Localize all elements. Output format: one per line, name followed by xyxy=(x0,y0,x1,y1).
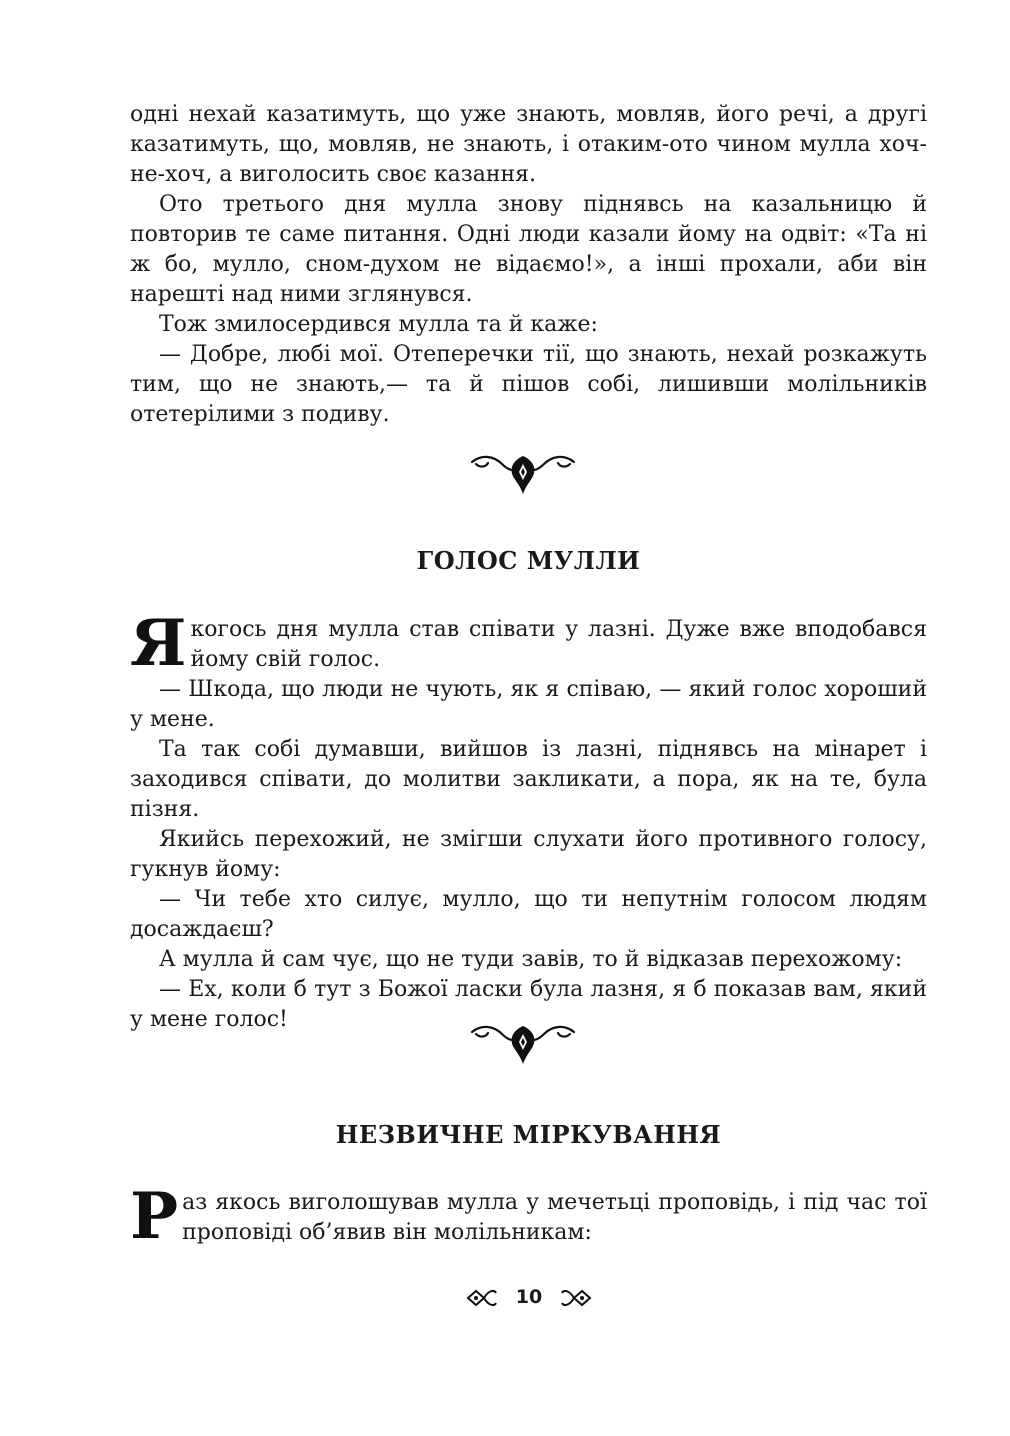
paragraph: Якийсь перехожий, не змігши слухати його противного голосу, гукнув йому: xyxy=(130,827,927,882)
section-title: ГОЛОС МУЛЛИ xyxy=(416,546,641,575)
paragraph: Тож змилосердився мулла та й каже: xyxy=(159,312,598,337)
first-paragraph xyxy=(130,606,927,681)
paragraph: одні нехай казатимуть, що уже знають, мовляв, його речі, а другі казатимуть, що, мовляв, не знають, і отаким-ото чином мулла хоч-не-хоч, а виголосить своє казання. xyxy=(130,102,927,187)
first-paragraph-text: когось дня мулла став співати у лазні. Дуже вже вподобався йому свій голос. xyxy=(190,617,927,672)
ornament-divider-icon xyxy=(468,1022,578,1066)
section-title: НЕЗВИЧНЕ МІРКУВАННЯ xyxy=(335,1120,722,1149)
paragraph: — Шкода, що люди не чують, як я співаю, — який голос хороший у мене. xyxy=(130,677,927,732)
paragraph: Ото третього дня мулла знову піднявсь на казальницю й повторив те саме питання. Одні люди казали йому на одвіт: «Та ні ж бо, мулло, сном-духом не відаємо!», а інші прохали, аби він нарешті над ними зглянувся. xyxy=(130,192,927,307)
first-paragraph-text: аз якось виголошував мулла у мечетьці проповідь, і під час тої проповіді об’явив він молільникам: xyxy=(182,1190,927,1245)
story-golos-mully xyxy=(130,606,927,1035)
paragraph: — Добре, любі мої. Отеперечки тії, що знають, нехай розкажуть тим, що не знають,— та й пішов собі, лишивши молільників отетерілими з подиву. xyxy=(130,342,927,427)
paragraph: Та так собі думавши, вийшов із лазні, піднявсь на мінарет і заходився співати, до молитви закликати, а пора, як на те, була пізня. xyxy=(130,737,927,822)
ornament-divider-icon xyxy=(468,452,578,496)
paragraph: А мулла й сам чує, що не туди завів, то й відказав перехожому: xyxy=(159,947,903,972)
first-paragraph xyxy=(130,1179,927,1254)
story-continuation xyxy=(130,100,927,430)
drop-cap: Я xyxy=(130,606,187,681)
paragraph: — Ех, коли б тут з Божої ласки була лазня, я б показав вам, який у мене голос! xyxy=(130,977,927,1032)
page-footer xyxy=(466,1283,592,1313)
folio-ornament-right-icon xyxy=(560,1285,592,1311)
paragraph: — Чи тебе хто силує, мулло, що ти непутнім голосом людям досаждаєш? xyxy=(130,887,927,942)
drop-cap: Р xyxy=(130,1179,179,1254)
story-nezvychne-mirkuvannia xyxy=(130,1179,927,1254)
page-number: 10 xyxy=(515,1286,543,1308)
